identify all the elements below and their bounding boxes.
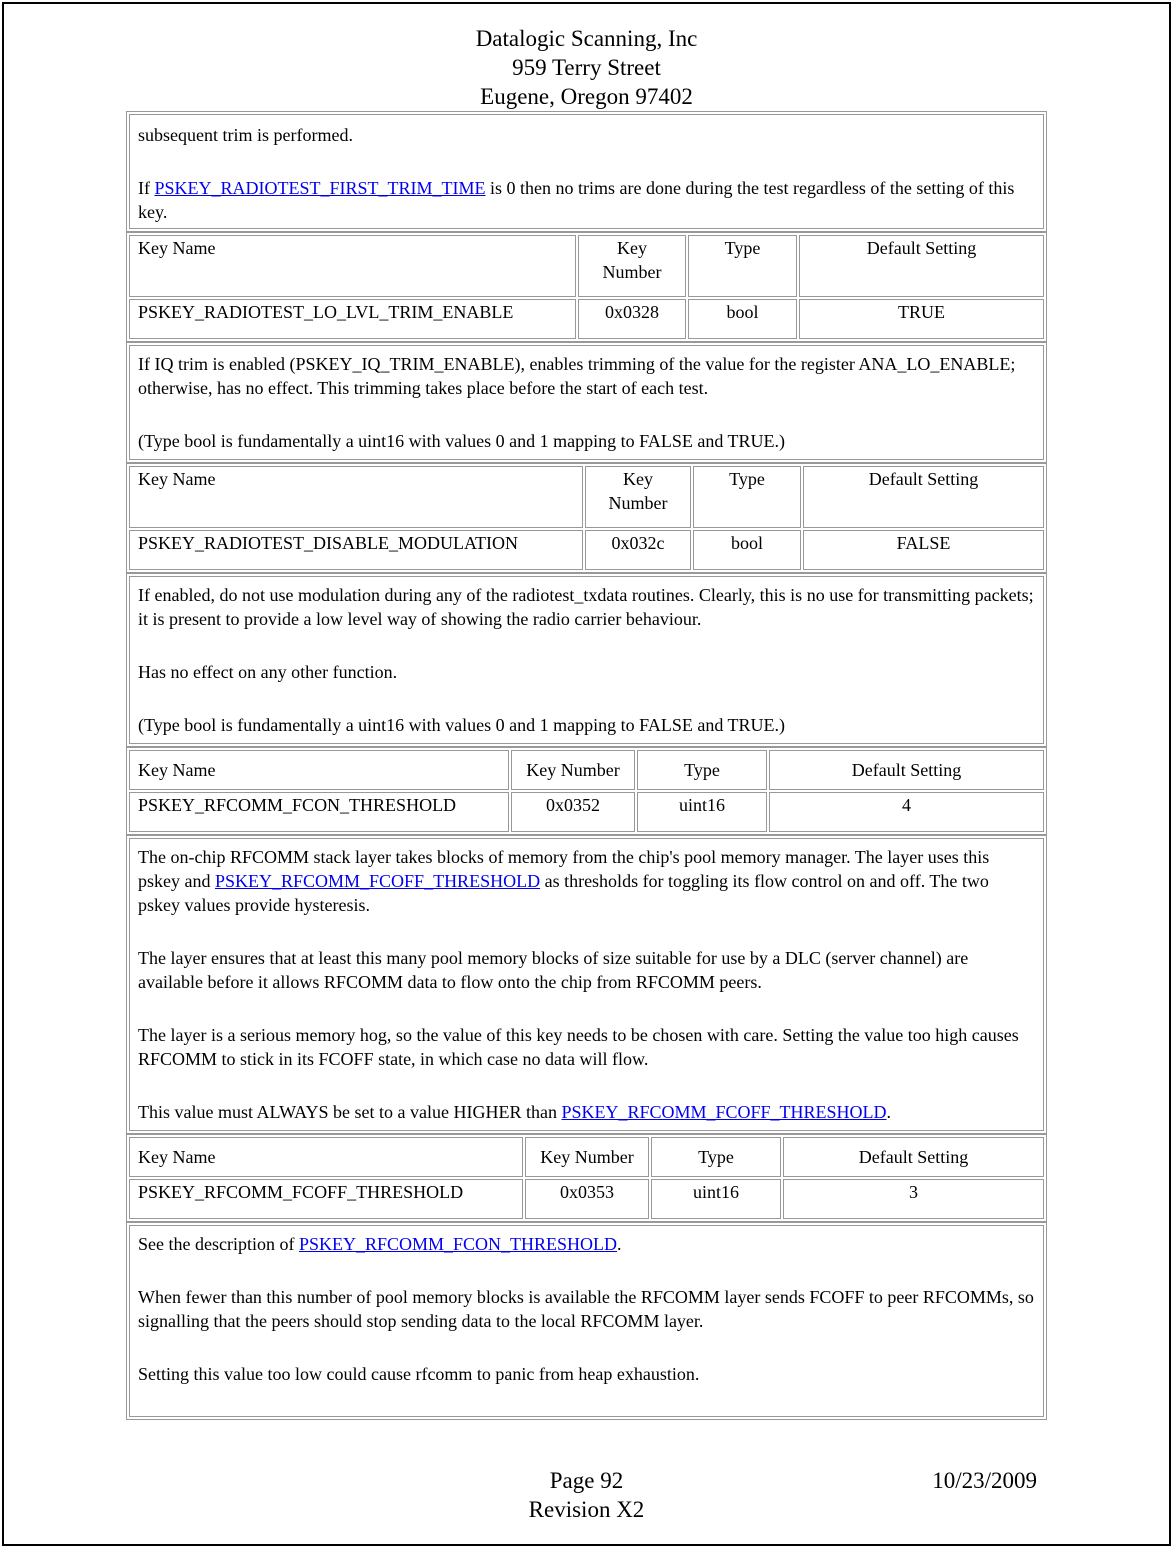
link-fcoff-threshold[interactable]: PSKEY_RFCOMM_FCOFF_THRESHOLD <box>214 871 541 891</box>
company-name: Datalogic Scanning, Inc <box>475 26 698 51</box>
description-paragraph: The layer is a serious memory hog, so the value of this key needs to be chosen with care. Setting the value too high causes RFCOMM to stick in its FCOFF state, in which case no data will flow. <box>138 1025 1019 1069</box>
col-default-setting: Default Setting <box>769 750 1044 790</box>
description-paragraph: When fewer than this number of pool memory blocks is available the RFCOMM layer sends FCOFF to peer RFCOMMs, so signalling that the peers should stop sending data to the local RFCOMM layer. <box>138 1287 1034 1331</box>
key-type-value: bool <box>688 299 797 339</box>
col-key-name: Key Name <box>129 1137 523 1177</box>
page-number: Page 92 <box>549 1468 624 1493</box>
description-paragraph: If enabled, do not use modulation during any of the radiotest_txdata routines. Clearly, this is no use for transmitting packets; it is present to provide a low level way of showing the radio carrier behaviour. <box>138 585 1034 629</box>
link-fcon-threshold[interactable]: PSKEY_RFCOMM_FCON_THRESHOLD <box>298 1234 618 1254</box>
key-default-value: FALSE <box>803 530 1044 570</box>
col-key-number: Key Number <box>585 466 691 528</box>
key-type-value: uint16 <box>651 1179 781 1219</box>
key-default-value: 3 <box>783 1179 1044 1219</box>
key-table-disable-modulation <box>126 463 1047 573</box>
description-paragraph: (Type bool is fundamentally a uint16 with values 0 and 1 mapping to FALSE and TRUE.) <box>138 431 785 451</box>
document-date: 10/23/2009 <box>932 1468 1037 1493</box>
key-number-value: 0x0353 <box>525 1179 649 1219</box>
col-key-name: Key Name <box>129 750 509 790</box>
description-paragraph: This value must ALWAYS be set to a value HIGHER than PSKEY_RFCOMM_FCOFF_THRESHOLD. <box>138 1102 892 1122</box>
col-default-setting: Default Setting <box>799 235 1044 297</box>
key-table-lo-lvl-trim-enable <box>126 232 1047 342</box>
description-paragraph: If IQ trim is enabled (PSKEY_IQ_TRIM_ENABLE), enables trimming of the value for the register ANA_LO_ENABLE; otherwise, has no effect. This trimming takes place before the start of each test. <box>138 354 1016 398</box>
key-number-value: 0x0352 <box>511 792 635 832</box>
description-fcon-threshold <box>126 835 1047 1134</box>
col-key-name: Key Name <box>129 235 576 297</box>
col-type: Type <box>688 235 797 297</box>
key-type-value: uint16 <box>637 792 767 832</box>
description-paragraph: Has no effect on any other function. <box>138 662 398 682</box>
intro-description <box>126 111 1047 232</box>
key-name-value: PSKEY_RFCOMM_FCOFF_THRESHOLD <box>129 1179 523 1219</box>
company-header <box>0 24 1173 111</box>
description-paragraph: Setting this value too low could cause rfcomm to panic from heap exhaustion. <box>138 1364 700 1384</box>
key-table-fcoff-threshold <box>126 1134 1047 1222</box>
col-key-number: Key Number <box>525 1137 649 1177</box>
key-default-value: TRUE <box>799 299 1044 339</box>
key-name-value: PSKEY_RFCOMM_FCON_THRESHOLD <box>129 792 509 832</box>
description-paragraph: The layer ensures that at least this many pool memory blocks of size suitable for use by a DLC (server channel) are available before it allows RFCOMM data to flow onto the chip from RFCOMM peers. <box>138 948 969 992</box>
revision-label: Revision X2 <box>528 1497 645 1522</box>
company-street: 959 Terry Street <box>512 55 661 80</box>
col-default-setting: Default Setting <box>803 466 1044 528</box>
company-city: Eugene, Oregon 97402 <box>480 84 693 109</box>
col-key-name: Key Name <box>129 466 583 528</box>
intro-paragraph-1: subsequent trim is performed. <box>138 125 353 145</box>
col-key-number: Key Number <box>511 750 635 790</box>
key-name-value: PSKEY_RADIOTEST_LO_LVL_TRIM_ENABLE <box>129 299 576 339</box>
key-table-fcon-threshold <box>126 747 1047 835</box>
col-type: Type <box>637 750 767 790</box>
link-first-trim-time[interactable]: PSKEY_RADIOTEST_FIRST_TRIM_TIME <box>154 178 486 198</box>
document-content <box>126 111 1047 1420</box>
description-disable-modulation <box>126 573 1047 747</box>
key-name-value: PSKEY_RADIOTEST_DISABLE_MODULATION <box>129 530 583 570</box>
description-paragraph: (Type bool is fundamentally a uint16 with values 0 and 1 mapping to FALSE and TRUE.) <box>138 715 785 735</box>
intro-paragraph-2: If PSKEY_RADIOTEST_FIRST_TRIM_TIME is 0 then no trims are done during the test regardless of the setting of this key. <box>138 178 1015 222</box>
description-fcoff-threshold <box>126 1222 1047 1420</box>
key-default-value: 4 <box>769 792 1044 832</box>
col-default-setting: Default Setting <box>783 1137 1044 1177</box>
description-lo-lvl-trim-enable <box>126 342 1047 463</box>
key-number-value: 0x032c <box>585 530 691 570</box>
col-key-number: Key Number <box>578 235 686 297</box>
key-type-value: bool <box>693 530 801 570</box>
link-fcoff-threshold[interactable]: PSKEY_RFCOMM_FCOFF_THRESHOLD <box>561 1102 887 1122</box>
description-paragraph: See the description of PSKEY_RFCOMM_FCON_THRESHOLD. <box>138 1234 622 1254</box>
col-type: Type <box>693 466 801 528</box>
col-type: Type <box>651 1137 781 1177</box>
key-number-value: 0x0328 <box>578 299 686 339</box>
description-paragraph: The on-chip RFCOMM stack layer takes blocks of memory from the chip's pool memory manager. The layer uses this pskey and PSKEY_RFCOMM_FCOFF_THRESHOLD as thresholds for toggling its flow control on and off. The two pskey values provide hysteresis. <box>138 847 990 915</box>
